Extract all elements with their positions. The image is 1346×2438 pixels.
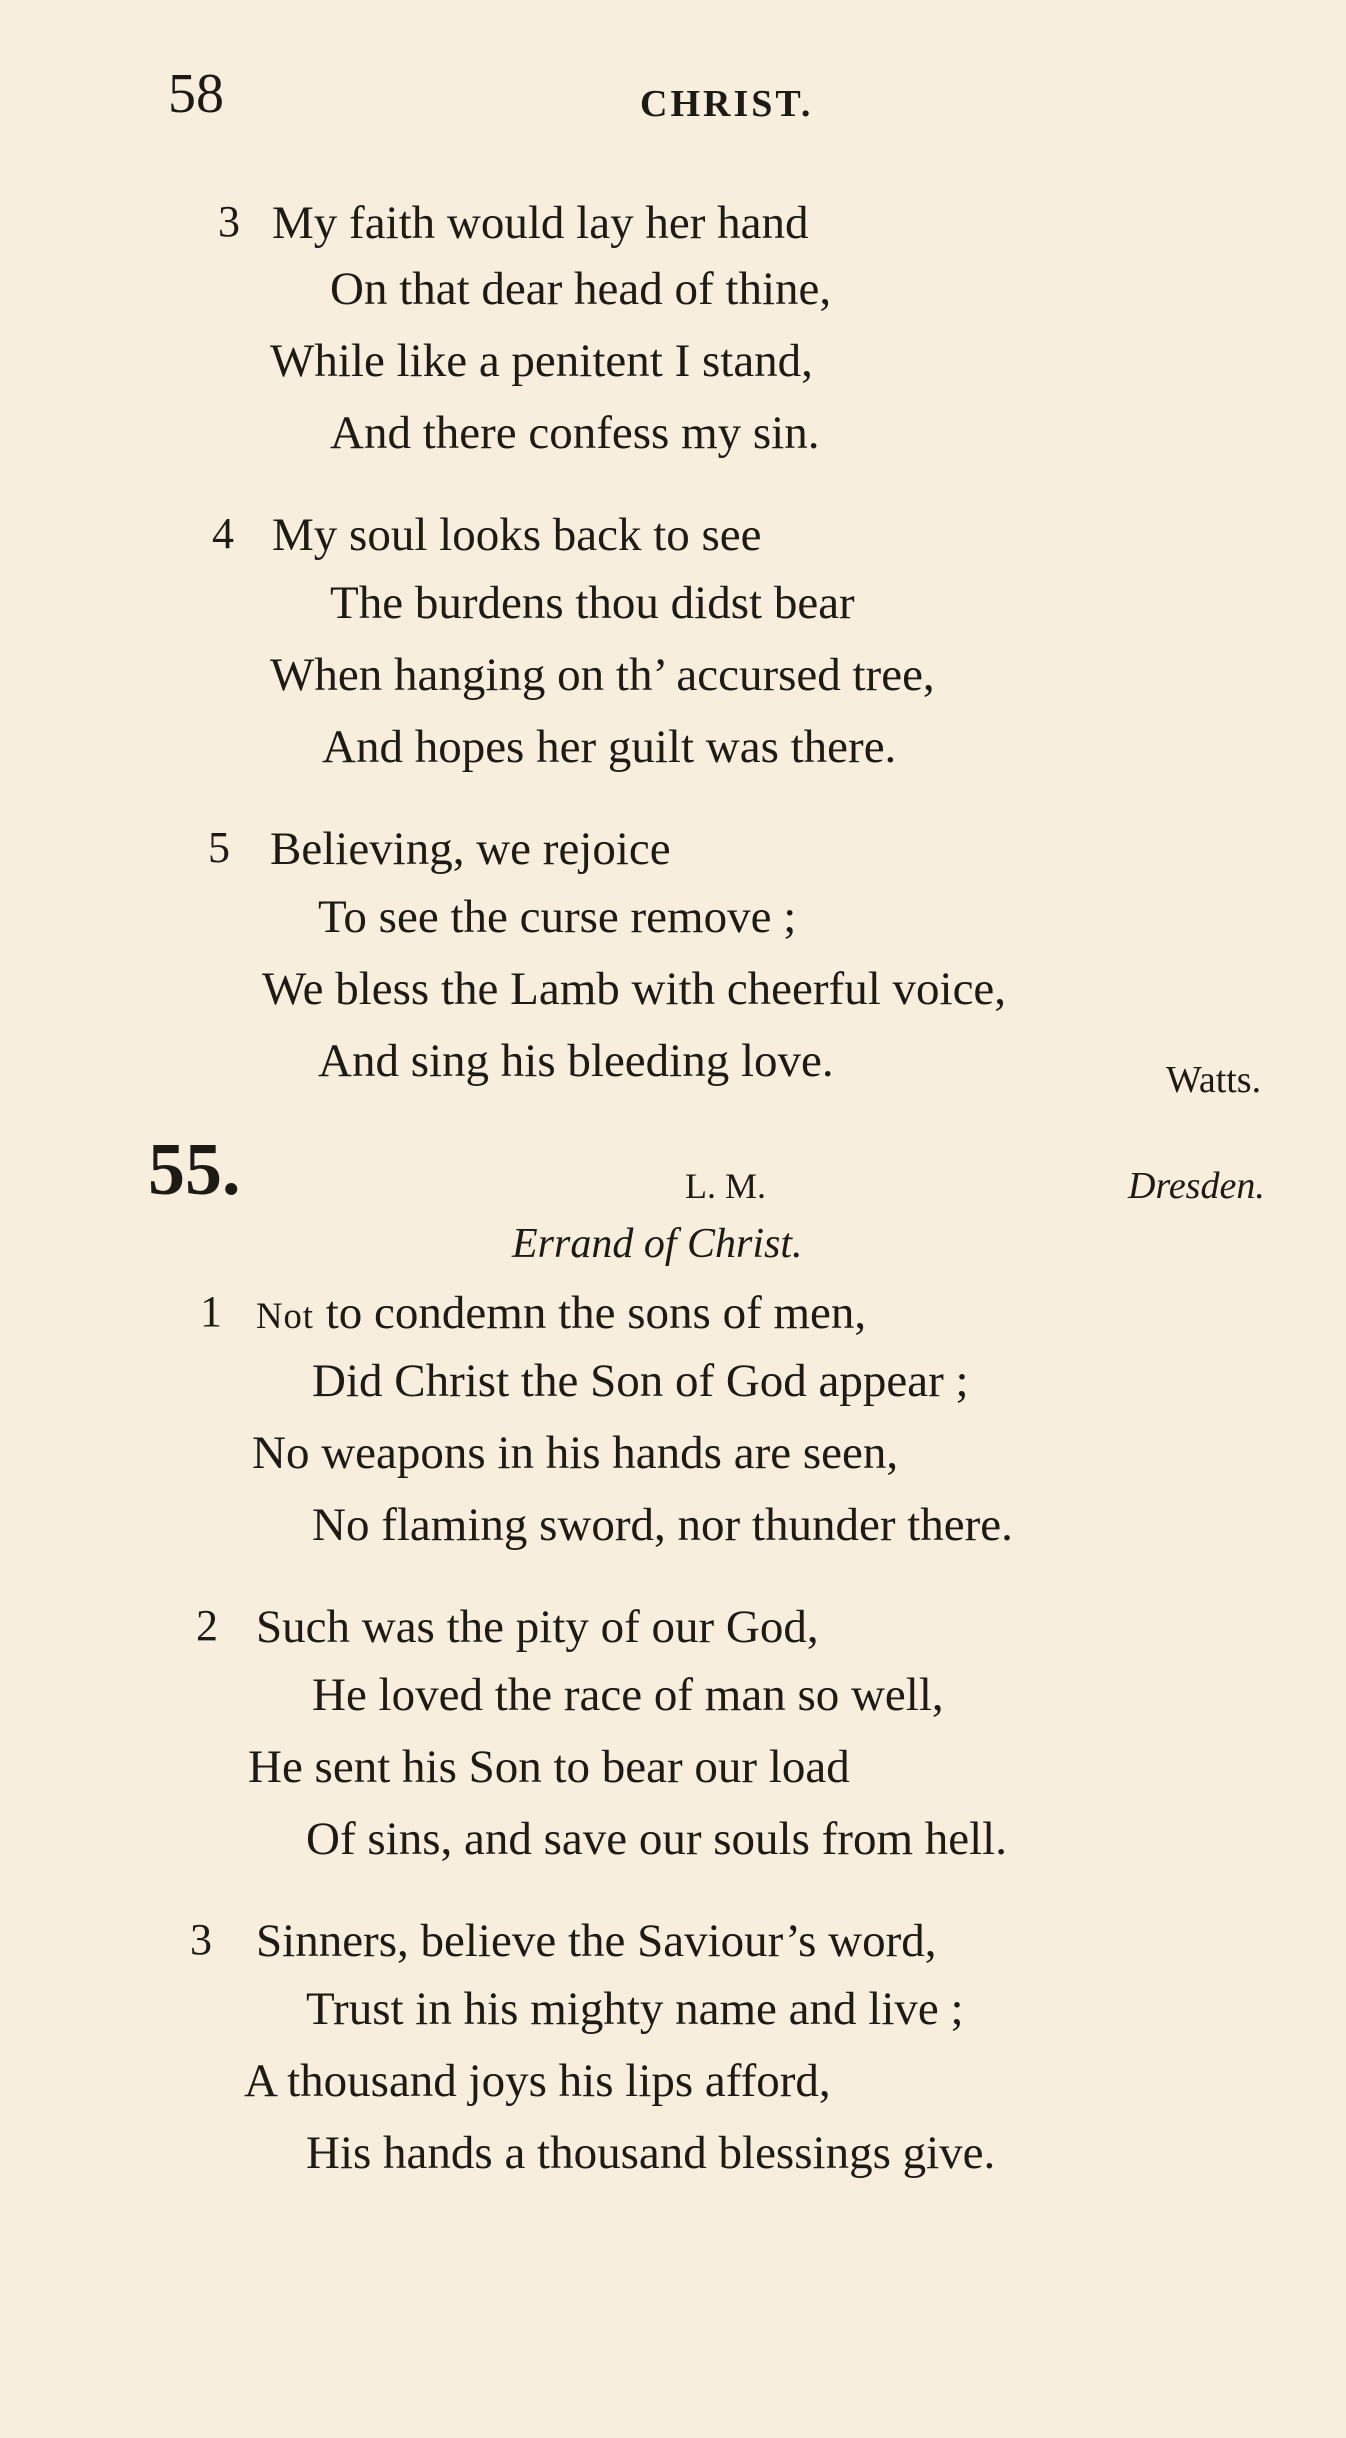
hymn-number: 55.: [148, 1129, 241, 1211]
verse-line: And hopes her guilt was there.: [322, 721, 897, 773]
verse-line: He sent his Son to bear our load: [248, 1741, 850, 1793]
verse-number: 1: [200, 1287, 222, 1336]
verse-line: Trust in his mighty name and live ;: [306, 1983, 964, 2035]
verse-line: No flaming sword, nor thunder there.: [312, 1499, 1013, 1551]
verse-line: And sing his bleeding love.: [318, 1035, 834, 1087]
verse-number: 3: [190, 1915, 212, 1964]
verse-line: Sinners, believe the Saviour’s word,: [256, 1915, 937, 1967]
hymn-subject: Errand of Christ.: [512, 1221, 803, 1267]
hymn-meter: L. M.: [685, 1166, 766, 1206]
running-title: CHRIST.: [640, 83, 814, 125]
verse-number: 5: [208, 823, 230, 872]
verse-line: We bless the Lamb with cheerful voice,: [262, 963, 1007, 1015]
verse-line: The burdens thou didst bear: [330, 577, 855, 629]
verse-line: And there confess my sin.: [330, 407, 820, 459]
verse-line: He loved the race of man so well,: [312, 1669, 944, 1721]
page-number: 58: [168, 63, 224, 125]
verse-line: No weapons in his hands are seen,: [252, 1427, 899, 1479]
verse-line: My faith would lay her hand: [272, 197, 809, 249]
small-caps-first-word: Not: [256, 1295, 314, 1336]
verse-line: On that dear head of thine,: [330, 263, 832, 315]
verse-number: 3: [218, 197, 240, 246]
verse-number: 2: [196, 1601, 218, 1650]
verse-line: Did Christ the Son of God appear ;: [312, 1355, 969, 1407]
verse-line: Believing, we rejoice: [270, 823, 671, 875]
verse-line: [256, 1287, 867, 1339]
verse-line: Such was the pity of our God,: [256, 1601, 819, 1653]
hymn-tune: Dresden.: [1128, 1165, 1265, 1207]
first-line-rest: to condemn the sons of men,: [313, 1287, 867, 1339]
verse-line: My soul looks back to see: [272, 509, 762, 561]
verse-line: To see the curse remove ;: [318, 891, 797, 943]
verse-line: His hands a thousand blessings give.: [306, 2127, 996, 2179]
verse-line: Of sins, and save our souls from hell.: [306, 1813, 1007, 1865]
verse-number: 4: [212, 509, 234, 558]
verse-line: A thousand joys his lips afford,: [244, 2055, 831, 2107]
author-attribution: Watts.: [1166, 1059, 1262, 1101]
verse-line: While like a penitent I stand,: [270, 335, 813, 387]
verse-line: When hanging on th’ accursed tree,: [270, 649, 935, 701]
